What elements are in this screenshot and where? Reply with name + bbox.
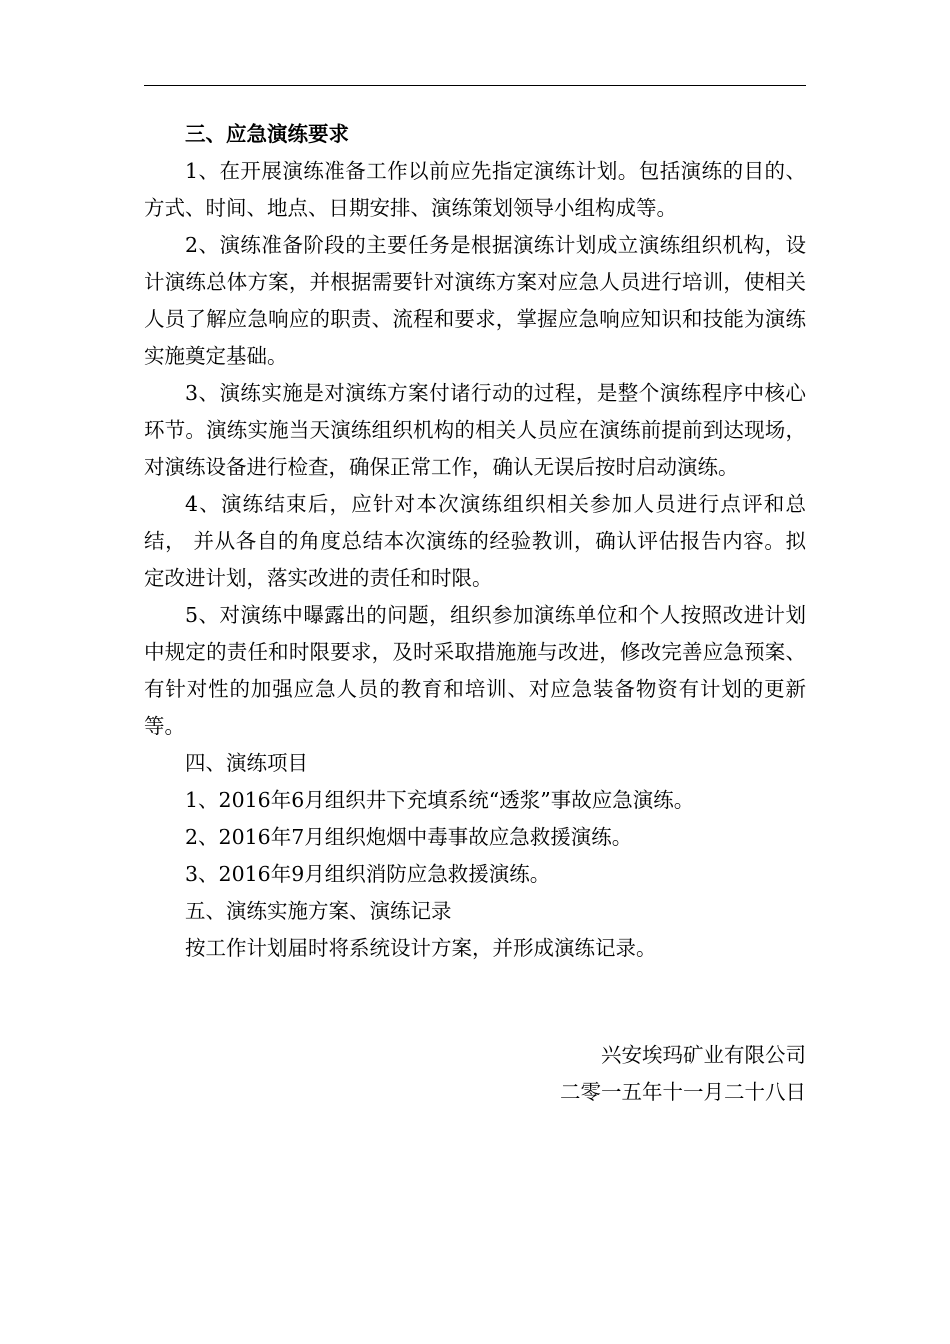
section-heading-requirements: 三、应急演练要求	[185, 122, 349, 146]
paragraph-records: 按工作计划届时将系统设计方案，并形成演练记录。	[185, 936, 657, 960]
paragraph-implementation: 3、演练实施是对演练方案付诸行动的过程，是整个演练程序中核心环节。演练实施当天演练组织机构的相关人员应在演练前提前到达现场，对演练设备进行检查，确保正常工作，确认无误后按时启动演练。	[144, 381, 806, 479]
signature-block	[560, 1037, 806, 1111]
document-body	[144, 116, 806, 967]
paragraph-plan: 1、在开展演练准备工作以前应先指定演练计划。包括演练的目的、方式、时间、地点、日期安排、演练策划领导小组构成等。	[144, 159, 806, 220]
section-heading-records: 五、演练实施方案、演练记录	[185, 899, 452, 923]
company-name: 兴安埃玛矿业有限公司	[601, 1043, 806, 1067]
project-item-1: 1、2016年6月组织井下充填系统“透浆”事故应急演练。	[185, 788, 695, 812]
section-heading-projects: 四、演练项目	[185, 751, 308, 775]
paragraph-preparation: 2、演练准备阶段的主要任务是根据演练计划成立演练组织机构，设计演练总体方案，并根据需要针对演练方案对应急人员进行培训，使相关人员了解应急响应的职责、流程和要求，掌握应急响应知识和技能为演练实施奠定基础。	[144, 233, 806, 368]
header-rule	[144, 85, 806, 86]
paragraph-improvement: 5、对演练中曝露出的问题，组织参加演练单位和个人按照改进计划中规定的责任和时限要求，及时采取措施施与改进，修改完善应急预案、有针对性的加强应急人员的教育和培训、对应急装备物资有计划的更新等。	[144, 603, 806, 738]
paragraph-summary: 4、演练结束后，应针对本次演练组织相关参加人员进行点评和总结， 并从各自的角度总结本次演练的经验教训，确认评估报告内容。拟定改进计划，落实改进的责任和时限。	[144, 492, 806, 590]
project-item-2: 2、2016年7月组织炮烟中毒事故应急救援演练。	[185, 825, 633, 849]
project-item-3: 3、2016年9月组织消防应急救援演练。	[185, 862, 551, 886]
signature-date: 二零一五年十一月二十八日	[560, 1080, 806, 1104]
